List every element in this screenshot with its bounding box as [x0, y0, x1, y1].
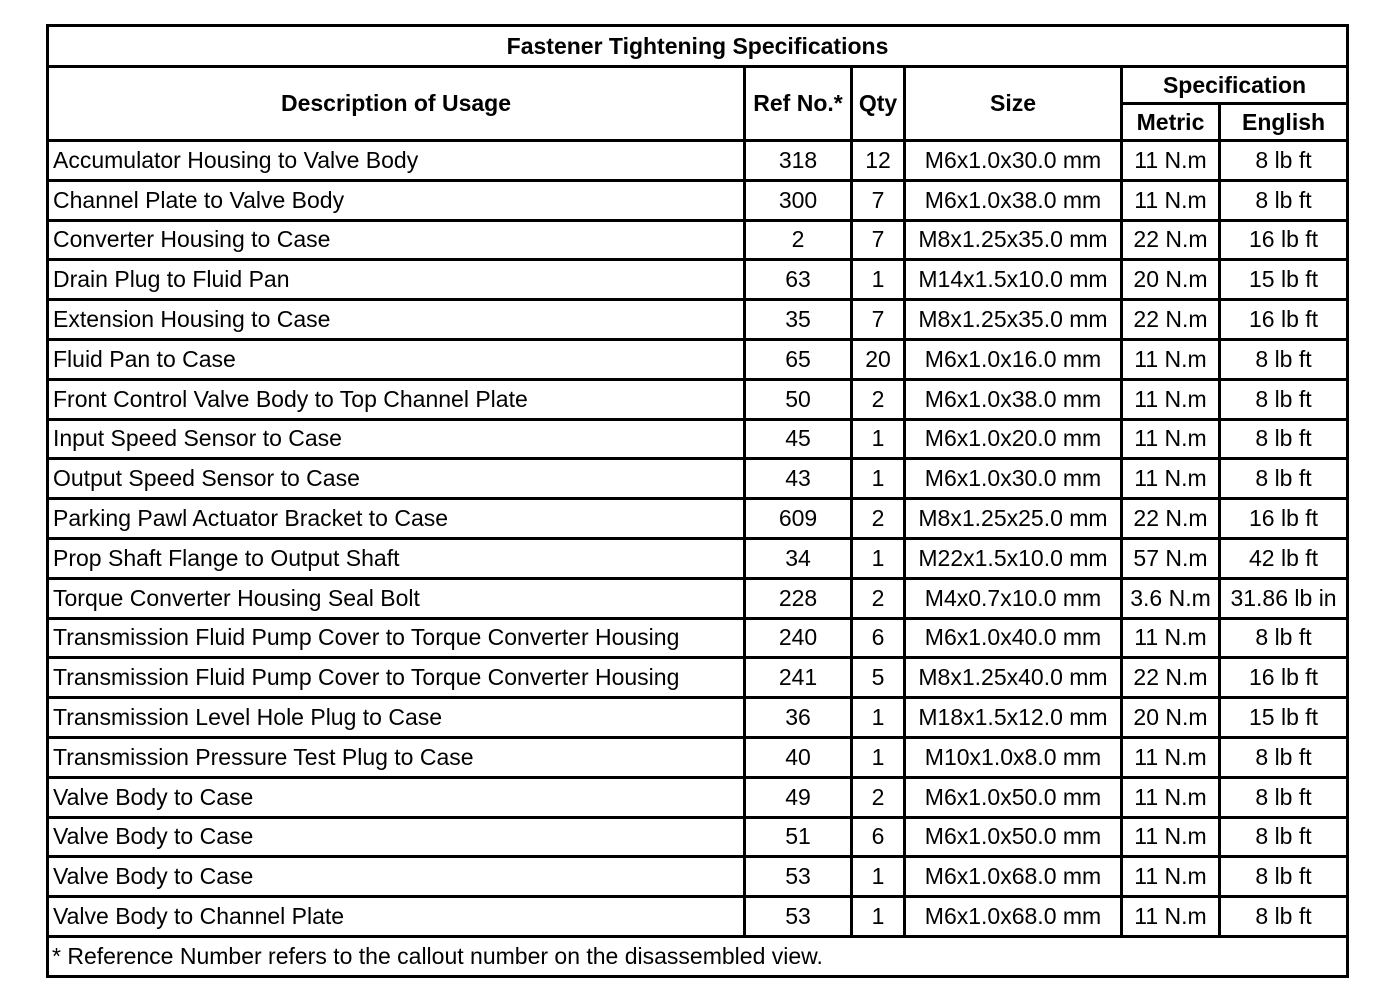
cell-metric: 57 N.m — [1122, 538, 1220, 578]
cell-ref-no: 609 — [745, 499, 852, 539]
cell-metric: 11 N.m — [1122, 141, 1220, 181]
cell-english: 8 lb ft — [1220, 857, 1348, 897]
cell-size: M6x1.0x20.0 mm — [905, 419, 1122, 459]
cell-qty: 1 — [852, 419, 905, 459]
cell-english: 31.86 lb in — [1220, 578, 1348, 618]
cell-qty: 20 — [852, 339, 905, 379]
cell-metric: 11 N.m — [1122, 857, 1220, 897]
cell-size: M6x1.0x50.0 mm — [905, 817, 1122, 857]
cell-qty: 1 — [852, 857, 905, 897]
cell-metric: 11 N.m — [1122, 180, 1220, 220]
cell-qty: 2 — [852, 578, 905, 618]
cell-size: M8x1.25x35.0 mm — [905, 300, 1122, 340]
cell-size: M6x1.0x30.0 mm — [905, 459, 1122, 499]
cell-english: 16 lb ft — [1220, 300, 1348, 340]
cell-description: Valve Body to Case — [48, 777, 745, 817]
cell-english: 8 lb ft — [1220, 419, 1348, 459]
cell-metric: 11 N.m — [1122, 339, 1220, 379]
cell-english: 42 lb ft — [1220, 538, 1348, 578]
cell-metric: 20 N.m — [1122, 698, 1220, 738]
cell-ref-no: 53 — [745, 897, 852, 937]
table-row — [48, 499, 1348, 539]
cell-size: M6x1.0x30.0 mm — [905, 141, 1122, 181]
cell-size: M8x1.25x25.0 mm — [905, 499, 1122, 539]
cell-size: M4x0.7x10.0 mm — [905, 578, 1122, 618]
header-metric: Metric — [1122, 104, 1220, 141]
cell-ref-no: 35 — [745, 300, 852, 340]
cell-qty: 5 — [852, 658, 905, 698]
cell-size: M6x1.0x38.0 mm — [905, 180, 1122, 220]
table-row — [48, 339, 1348, 379]
cell-ref-no: 34 — [745, 538, 852, 578]
cell-ref-no: 240 — [745, 618, 852, 658]
table-row — [48, 897, 1348, 937]
table-row — [48, 300, 1348, 340]
table-row — [48, 578, 1348, 618]
cell-ref-no: 40 — [745, 737, 852, 777]
cell-metric: 22 N.m — [1122, 220, 1220, 260]
cell-ref-no: 36 — [745, 698, 852, 738]
table-row — [48, 817, 1348, 857]
cell-qty: 1 — [852, 459, 905, 499]
cell-qty: 1 — [852, 698, 905, 738]
cell-description: Prop Shaft Flange to Output Shaft — [48, 538, 745, 578]
cell-size: M14x1.5x10.0 mm — [905, 260, 1122, 300]
cell-metric: 11 N.m — [1122, 618, 1220, 658]
cell-description: Torque Converter Housing Seal Bolt — [48, 578, 745, 618]
table-row — [48, 857, 1348, 897]
cell-size: M10x1.0x8.0 mm — [905, 737, 1122, 777]
table-row — [48, 737, 1348, 777]
cell-ref-no: 43 — [745, 459, 852, 499]
cell-metric: 11 N.m — [1122, 777, 1220, 817]
cell-english: 8 lb ft — [1220, 180, 1348, 220]
table-row — [48, 141, 1348, 181]
cell-ref-no: 49 — [745, 777, 852, 817]
cell-qty: 7 — [852, 300, 905, 340]
cell-description: Front Control Valve Body to Top Channel Plate — [48, 379, 745, 419]
fastener-spec-table — [46, 24, 1349, 978]
cell-english: 8 lb ft — [1220, 339, 1348, 379]
cell-english: 8 lb ft — [1220, 459, 1348, 499]
table-row — [48, 777, 1348, 817]
cell-metric: 22 N.m — [1122, 499, 1220, 539]
cell-metric: 11 N.m — [1122, 737, 1220, 777]
cell-qty: 6 — [852, 817, 905, 857]
cell-english: 8 lb ft — [1220, 141, 1348, 181]
cell-english: 16 lb ft — [1220, 658, 1348, 698]
header-specification: Specification — [1122, 67, 1348, 104]
cell-qty: 7 — [852, 220, 905, 260]
cell-description: Channel Plate to Valve Body — [48, 180, 745, 220]
cell-qty: 6 — [852, 618, 905, 658]
cell-english: 15 lb ft — [1220, 698, 1348, 738]
cell-english: 15 lb ft — [1220, 260, 1348, 300]
footnote: * Reference Number refers to the callout number on the disassembled view. — [48, 936, 1348, 976]
table-row — [48, 538, 1348, 578]
cell-size: M6x1.0x68.0 mm — [905, 897, 1122, 937]
cell-ref-no: 50 — [745, 379, 852, 419]
cell-size: M18x1.5x12.0 mm — [905, 698, 1122, 738]
cell-ref-no: 2 — [745, 220, 852, 260]
cell-qty: 1 — [852, 260, 905, 300]
table-row — [48, 379, 1348, 419]
cell-description: Extension Housing to Case — [48, 300, 745, 340]
cell-ref-no: 45 — [745, 419, 852, 459]
header-description: Description of Usage — [48, 67, 745, 141]
cell-size: M6x1.0x38.0 mm — [905, 379, 1122, 419]
cell-ref-no: 65 — [745, 339, 852, 379]
cell-description: Valve Body to Channel Plate — [48, 897, 745, 937]
header-size: Size — [905, 67, 1122, 141]
cell-metric: 11 N.m — [1122, 419, 1220, 459]
cell-metric: 22 N.m — [1122, 300, 1220, 340]
cell-metric: 11 N.m — [1122, 459, 1220, 499]
cell-description: Converter Housing to Case — [48, 220, 745, 260]
cell-size: M6x1.0x40.0 mm — [905, 618, 1122, 658]
cell-metric: 22 N.m — [1122, 658, 1220, 698]
cell-description: Transmission Pressure Test Plug to Case — [48, 737, 745, 777]
cell-size: M8x1.25x40.0 mm — [905, 658, 1122, 698]
cell-english: 16 lb ft — [1220, 499, 1348, 539]
cell-english: 8 lb ft — [1220, 777, 1348, 817]
cell-description: Valve Body to Case — [48, 857, 745, 897]
cell-size: M6x1.0x50.0 mm — [905, 777, 1122, 817]
cell-ref-no: 53 — [745, 857, 852, 897]
cell-qty: 7 — [852, 180, 905, 220]
cell-size: M6x1.0x68.0 mm — [905, 857, 1122, 897]
cell-description: Transmission Fluid Pump Cover to Torque Converter Housing — [48, 658, 745, 698]
table-row — [48, 459, 1348, 499]
table-row — [48, 220, 1348, 260]
cell-description: Input Speed Sensor to Case — [48, 419, 745, 459]
cell-ref-no: 318 — [745, 141, 852, 181]
cell-description: Transmission Fluid Pump Cover to Torque Converter Housing — [48, 618, 745, 658]
cell-metric: 3.6 N.m — [1122, 578, 1220, 618]
cell-english: 8 lb ft — [1220, 897, 1348, 937]
table-row — [48, 180, 1348, 220]
table-body — [48, 141, 1348, 937]
cell-description: Drain Plug to Fluid Pan — [48, 260, 745, 300]
cell-metric: 11 N.m — [1122, 817, 1220, 857]
table-row — [48, 658, 1348, 698]
cell-metric: 11 N.m — [1122, 897, 1220, 937]
cell-english: 8 lb ft — [1220, 379, 1348, 419]
cell-english: 16 lb ft — [1220, 220, 1348, 260]
cell-english: 8 lb ft — [1220, 737, 1348, 777]
cell-size: M22x1.5x10.0 mm — [905, 538, 1122, 578]
cell-description: Valve Body to Case — [48, 817, 745, 857]
cell-english: 8 lb ft — [1220, 618, 1348, 658]
cell-metric: 20 N.m — [1122, 260, 1220, 300]
table-row — [48, 698, 1348, 738]
table-title: Fastener Tightening Specifications — [48, 26, 1348, 67]
cell-description: Output Speed Sensor to Case — [48, 459, 745, 499]
cell-size: M8x1.25x35.0 mm — [905, 220, 1122, 260]
cell-ref-no: 63 — [745, 260, 852, 300]
cell-ref-no: 241 — [745, 658, 852, 698]
cell-ref-no: 300 — [745, 180, 852, 220]
cell-qty: 1 — [852, 737, 905, 777]
header-english: English — [1220, 104, 1348, 141]
cell-qty: 1 — [852, 897, 905, 937]
cell-ref-no: 51 — [745, 817, 852, 857]
cell-description: Fluid Pan to Case — [48, 339, 745, 379]
cell-size: M6x1.0x16.0 mm — [905, 339, 1122, 379]
cell-qty: 12 — [852, 141, 905, 181]
cell-qty: 2 — [852, 379, 905, 419]
table-row — [48, 419, 1348, 459]
cell-ref-no: 228 — [745, 578, 852, 618]
header-qty: Qty — [852, 67, 905, 141]
cell-metric: 11 N.m — [1122, 379, 1220, 419]
header-ref-no: Ref No.* — [745, 67, 852, 141]
cell-qty: 2 — [852, 777, 905, 817]
cell-description: Accumulator Housing to Valve Body — [48, 141, 745, 181]
cell-qty: 2 — [852, 499, 905, 539]
table-row — [48, 618, 1348, 658]
cell-description: Transmission Level Hole Plug to Case — [48, 698, 745, 738]
cell-description: Parking Pawl Actuator Bracket to Case — [48, 499, 745, 539]
table-row — [48, 260, 1348, 300]
cell-english: 8 lb ft — [1220, 817, 1348, 857]
cell-qty: 1 — [852, 538, 905, 578]
